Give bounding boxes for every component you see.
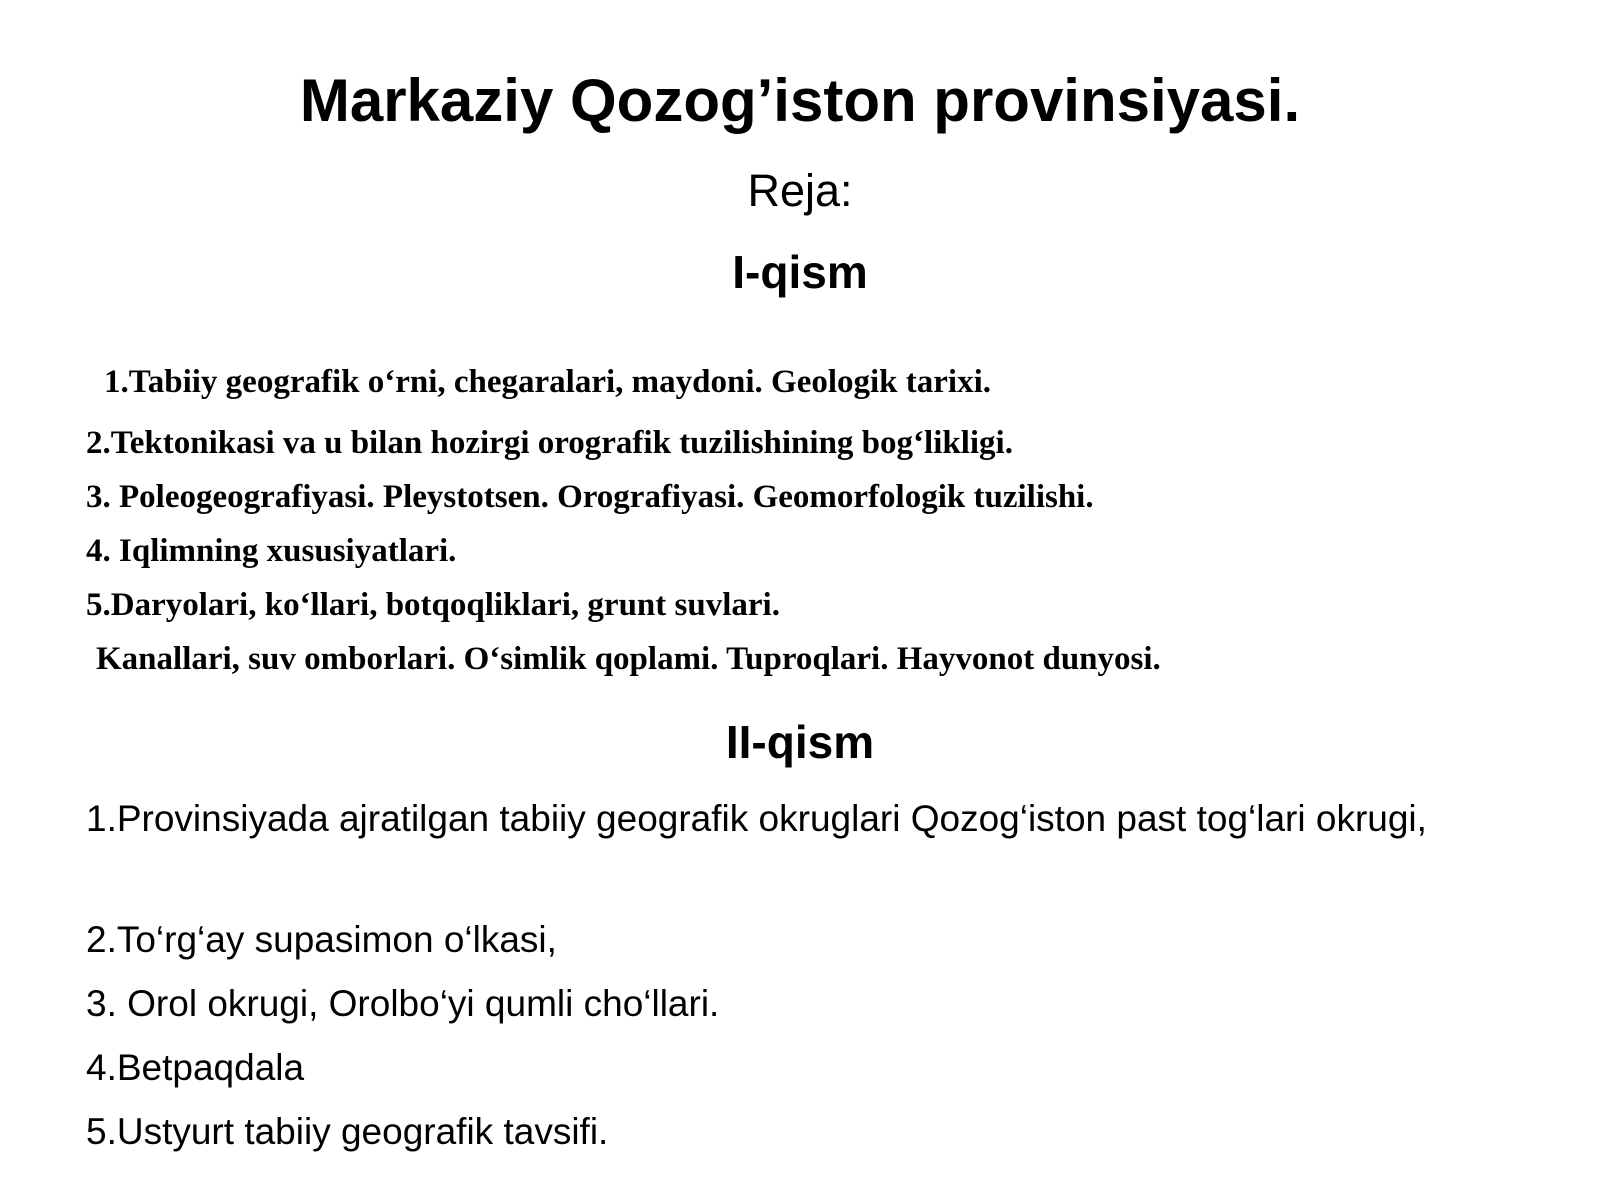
part2-item-2: 2.To‘rg‘ay supasimon o‘lkasi, (86, 919, 557, 960)
part2-item-1: 1.Provinsiyada ajratilgan tabiiy geografik okruglari Qozog‘iston past tog‘lari okrugi, (86, 798, 1427, 839)
part2-item-4: 4.Betpaqdala (86, 1047, 305, 1088)
part2-item-5: 5.Ustyurt tabiiy geografik tavsifi. (86, 1111, 609, 1152)
part1-item-2: 2.Tektonikasi va u bilan hozirgi orografik tuzilishining bog‘likligi. (86, 425, 1013, 461)
part1-item-4: 4. Iqlimning xususiyatlari. (86, 533, 457, 569)
part2-heading: II-qism (725, 716, 875, 768)
slide-title: Markaziy Qozog’iston provinsiyasi. (299, 67, 1301, 134)
part1-item-3: 3. Poleogeografiyasi. Pleystotsen. Orografiyasi. Geomorfologik tuzilishi. (86, 479, 1094, 515)
part1-item-1: 1.Tabiiy geografik o‘rni, chegaralari, maydoni. Geologik tarixi. (104, 364, 992, 400)
plan-label: Reja: (747, 165, 853, 216)
part1-heading: I-qism (732, 246, 868, 298)
part1-item-5: 5.Daryolari, ko‘llari, botqoqliklari, grunt suvlari. (86, 587, 780, 623)
part1-item-5-continuation: Kanallari, suv omborlari. O‘simlik qoplami. Tuproqlari. Hayvonot dunyosi. (96, 641, 1161, 677)
part2-item-3: 3. Orol okrugi, Orolbo‘yi qumli cho‘llari. (86, 983, 720, 1024)
